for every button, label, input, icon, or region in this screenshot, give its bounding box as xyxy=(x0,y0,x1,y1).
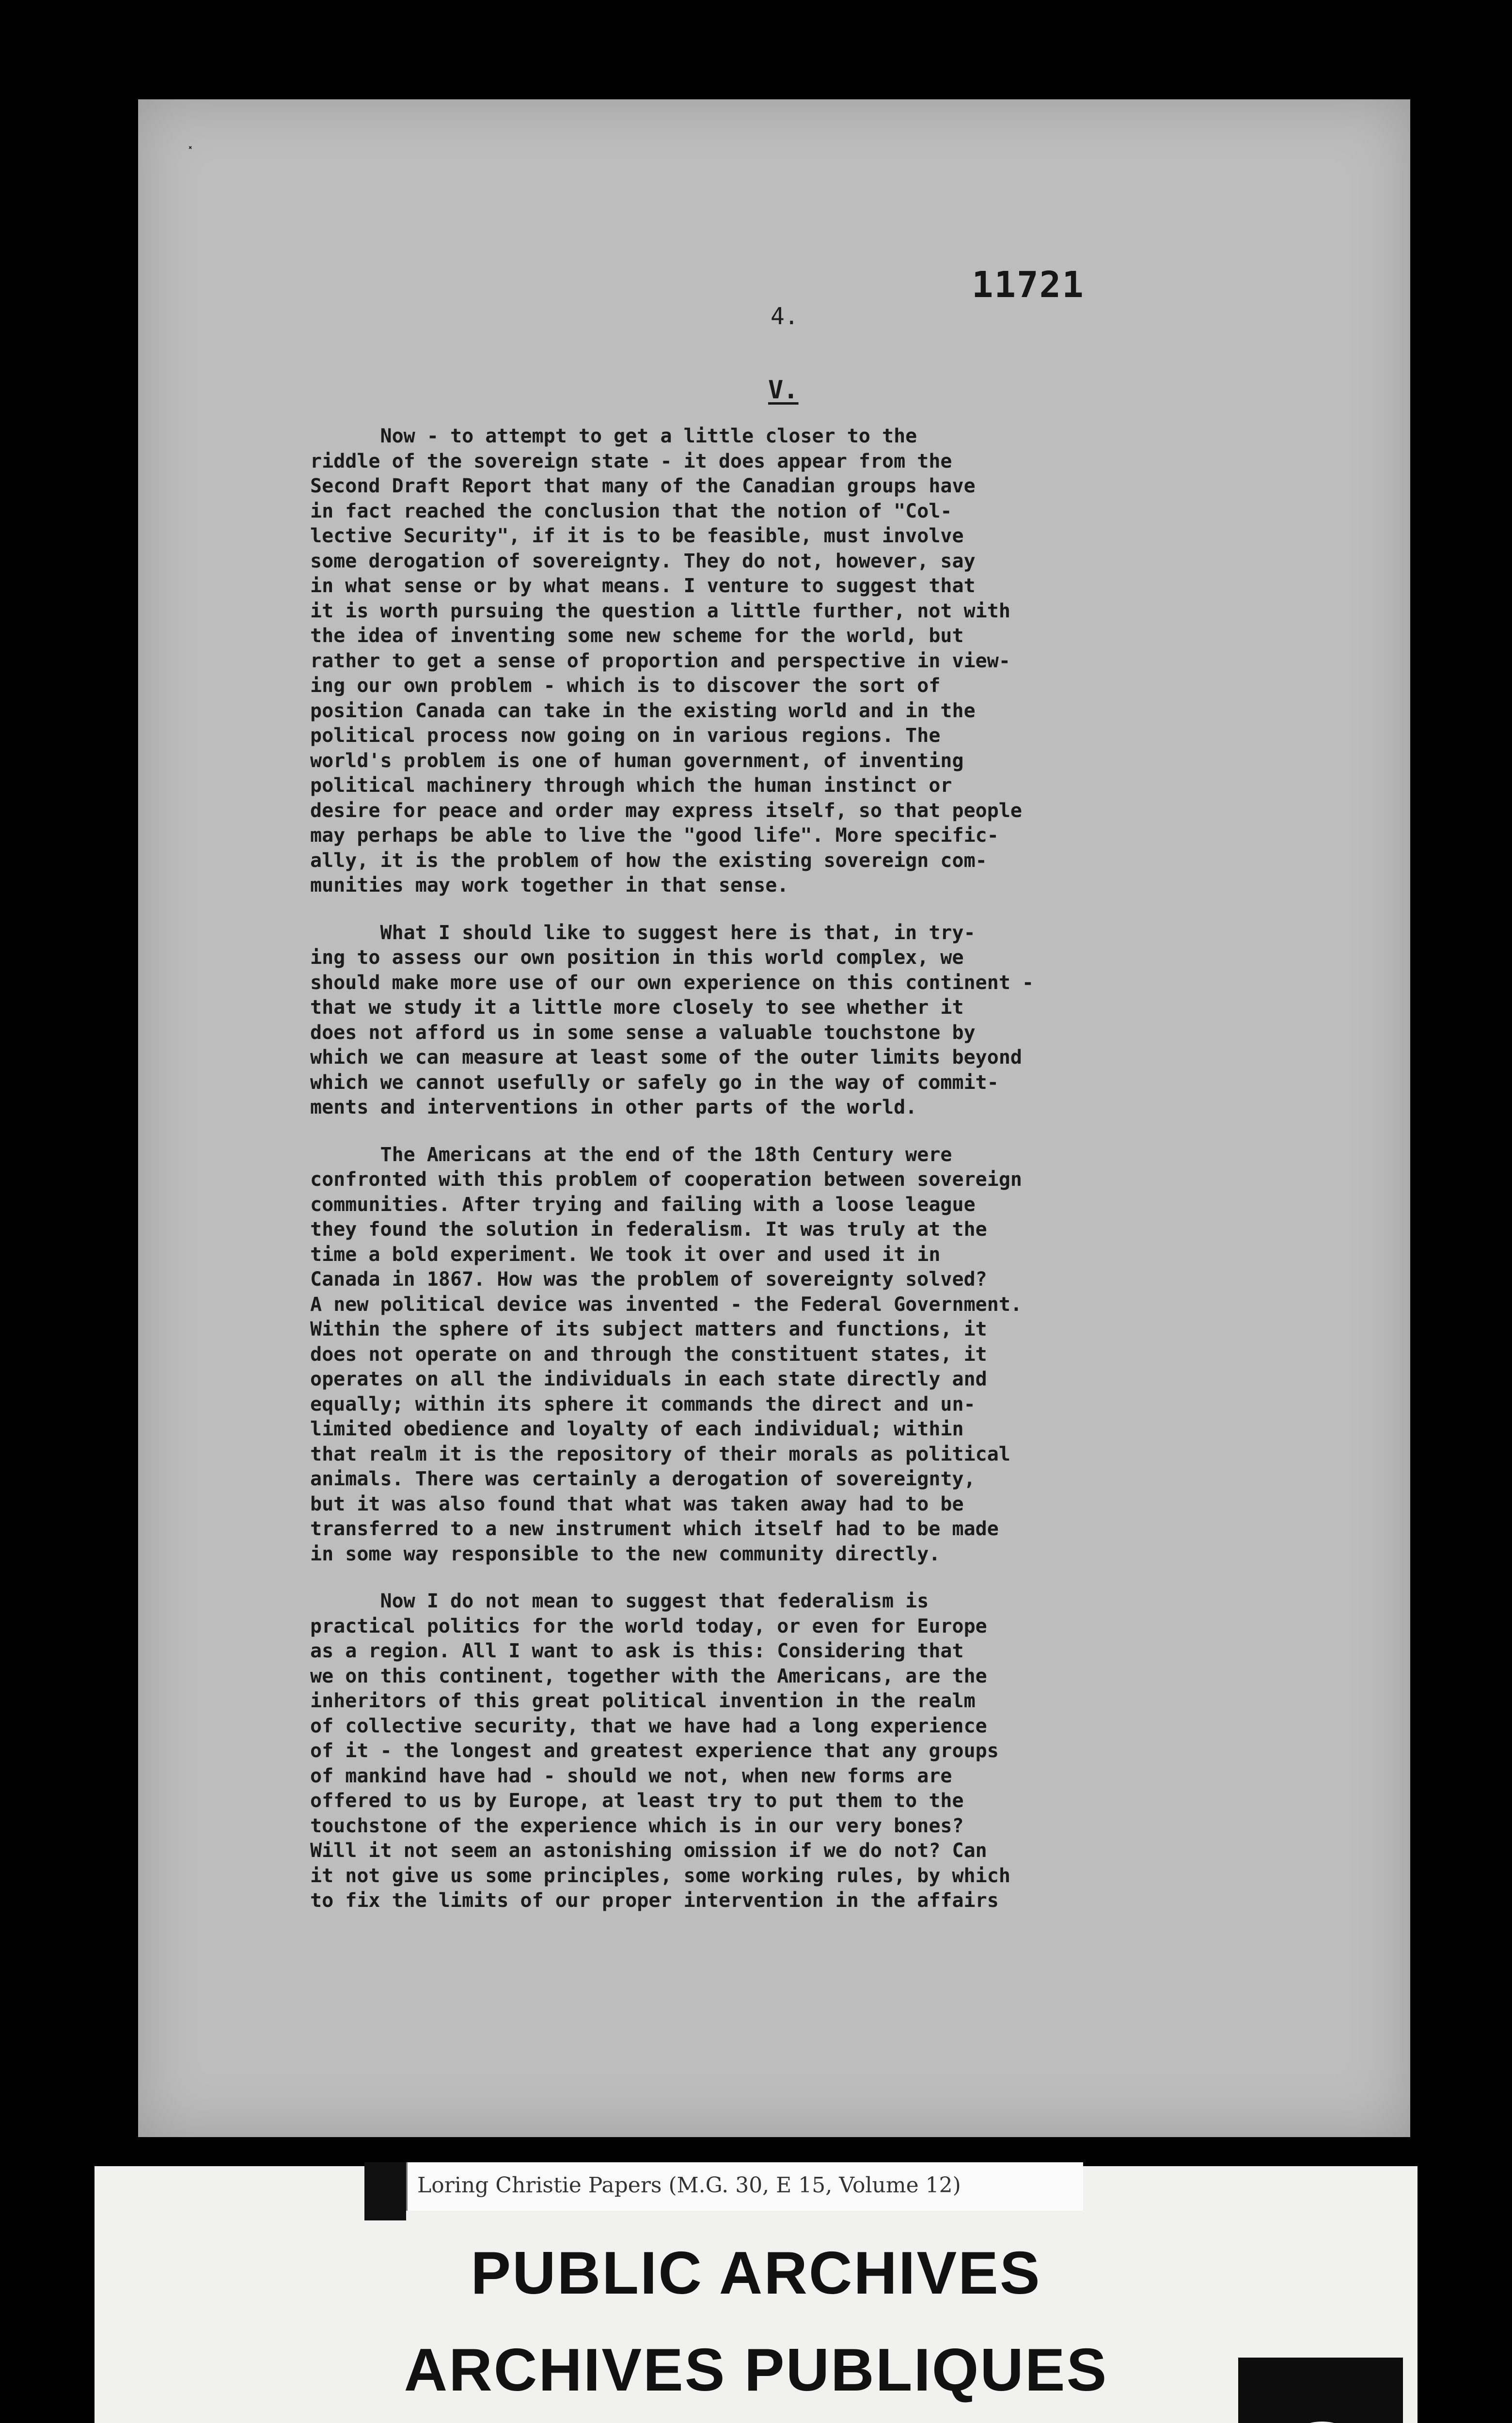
page-number: 4. xyxy=(771,303,799,330)
text-line: the idea of inventing some new scheme for the world, but xyxy=(310,625,964,647)
text-line: we on this continent, together with the Americans, are the xyxy=(310,1665,987,1687)
text-line: of collective security, that we have had a long experience xyxy=(310,1715,987,1737)
text-line: as a region. All I want to ask is this: Considering that xyxy=(310,1640,964,1662)
text-line: does not afford us in some sense a valuable touchstone by xyxy=(310,1021,976,1044)
text-line: Canada in 1867. How was the problem of sovereignty solved? xyxy=(310,1268,987,1290)
text-line: offered to us by Europe, at least try to put them to the xyxy=(310,1790,964,1812)
text-line: does not operate on and through the constituent states, it xyxy=(310,1343,987,1366)
text-line: confronted with this problem of cooperation between sovereign xyxy=(310,1168,1023,1191)
text-line: lective Security", if it is to be feasible, must involve xyxy=(310,525,964,547)
text-line: in fact reached the conclusion that the notion of "Col- xyxy=(310,500,952,522)
text-line: touchstone of the experience which is in our very bones? xyxy=(310,1814,964,1837)
text-line: communities. After trying and failing with a loose league xyxy=(310,1193,976,1216)
text-line: ally, it is the problem of how the existing sovereign com- xyxy=(310,849,987,872)
text-line: time a bold experiment. We took it over and used it in xyxy=(310,1243,941,1266)
text-line: riddle of the sovereign state - it does appear from the xyxy=(310,450,952,472)
text-line: that realm it is the repository of their morals as political xyxy=(310,1443,1010,1465)
label-tab xyxy=(364,2162,406,2220)
text-line: rather to get a sense of proportion and perspective in view- xyxy=(310,649,1010,672)
collection-reference: Loring Christie Papers (M.G. 30, E 15, Volume 12) xyxy=(417,2173,961,2198)
text-line: inheritors of this great political invention in the realm xyxy=(310,1690,976,1712)
text-line: but it was also found that what was taken away had to be xyxy=(310,1493,964,1515)
text-line: The Americans at the end of the 18th Century were xyxy=(310,1143,952,1166)
text-line: some derogation of sovereignty. They do not, however, say xyxy=(310,550,976,572)
text-line: should make more use of our own experience on this continent - xyxy=(310,971,1034,994)
text-line: in what sense or by what means. I venture to suggest that xyxy=(310,575,976,597)
text-line: animals. There was certainly a derogation of sovereignty, xyxy=(310,1468,976,1490)
text-line: A new political device was invented - the Federal Government. xyxy=(310,1293,1023,1316)
text-line: ing to assess our own position in this world complex, we xyxy=(310,946,964,969)
archives-monogram-icon xyxy=(1266,2416,1378,2423)
body-paragraph xyxy=(310,1589,1279,1914)
text-line: of it - the longest and greatest experience that any groups xyxy=(310,1740,999,1762)
archive-title-english: PUBLIC ARCHIVES xyxy=(471,2240,1041,2307)
text-line: political machinery through which the human instinct or xyxy=(310,774,952,797)
text-line: it not give us some principles, some working rules, by which xyxy=(310,1864,1010,1887)
text-line: ments and interventions in other parts of the world. xyxy=(310,1096,917,1118)
text-line: equally; within its sphere it commands the direct and un- xyxy=(310,1393,976,1416)
text-line: practical politics for the world today, or even for Europe xyxy=(310,1615,987,1637)
text-line: desire for peace and order may express itself, so that people xyxy=(310,799,1023,822)
text-line: of mankind have had - should we not, when new forms are xyxy=(310,1764,952,1787)
text-line: that we study it a little more closely to see whether it xyxy=(310,996,964,1019)
text-line: to fix the limits of our proper intervention in the affairs xyxy=(310,1889,999,1912)
text-line: Second Draft Report that many of the Canadian groups have xyxy=(310,475,976,497)
text-line: world's problem is one of human government, of inventing xyxy=(310,749,964,772)
text-line: Now - to attempt to get a little closer to the xyxy=(310,425,917,447)
text-line: Now I do not mean to suggest that federalism is xyxy=(310,1590,929,1612)
text-line: which we can measure at least some of the outer limits beyond xyxy=(310,1046,1023,1069)
text-line: munities may work together in that sense. xyxy=(310,874,789,897)
text-line: Within the sphere of its subject matters and functions, it xyxy=(310,1318,987,1340)
text-line: transferred to a new instrument which itself had to be made xyxy=(310,1518,999,1540)
ink-speck: ⸼ xyxy=(189,129,193,149)
body-paragraph xyxy=(310,424,1279,898)
text-line: position Canada can take in the existing world and in the xyxy=(310,699,976,722)
archives-logo xyxy=(1238,2358,1403,2423)
document-reference-number: 11721 xyxy=(972,264,1085,306)
archive-title-french: ARCHIVES PUBLIQUES xyxy=(404,2337,1108,2404)
body-paragraph xyxy=(310,921,1279,1120)
text-line: may perhaps be able to live the "good life". More specific- xyxy=(310,824,999,847)
text-line: political process now going on in various regions. The xyxy=(310,724,941,747)
text-line: they found the solution in federalism. It was truly at the xyxy=(310,1218,987,1241)
text-line: operates on all the individuals in each state directly and xyxy=(310,1368,987,1390)
text-line: in some way responsible to the new community directly. xyxy=(310,1542,941,1565)
body-paragraph xyxy=(310,1143,1279,1567)
text-line: What I should like to suggest here is that, in try- xyxy=(310,921,976,944)
text-line: which we cannot usefully or safely go in the way of commit- xyxy=(310,1071,999,1094)
text-line: Will it not seem an astonishing omission if we do not? Can xyxy=(310,1840,987,1862)
collection-reference-strip xyxy=(406,2162,1083,2211)
text-line: it is worth pursuing the question a little further, not with xyxy=(310,599,1010,622)
text-line: ing our own problem - which is to discover the sort of xyxy=(310,675,941,697)
section-heading: V. xyxy=(768,376,799,405)
document-body xyxy=(310,424,1279,1926)
text-line: limited obedience and loyalty of each individual; within xyxy=(310,1418,964,1440)
